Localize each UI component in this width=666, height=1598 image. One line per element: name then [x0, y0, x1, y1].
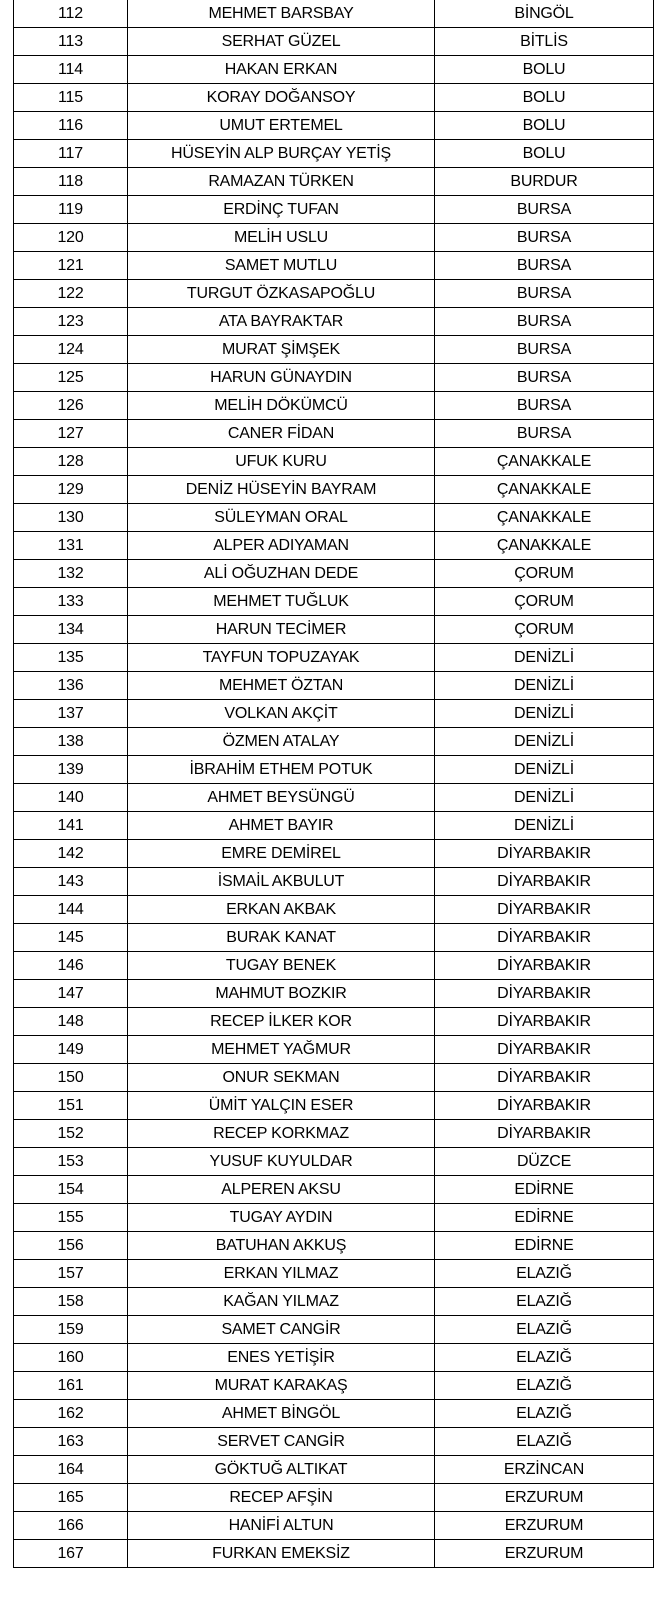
name-cell: İSMAİL AKBULUT: [128, 868, 435, 896]
table-row: [14, 420, 654, 448]
table-row: [14, 196, 654, 224]
name-cell: DENİZ HÜSEYİN BAYRAM: [128, 476, 435, 504]
table-row: [14, 1484, 654, 1512]
table-row: [14, 616, 654, 644]
name-cell: MEHMET ÖZTAN: [128, 672, 435, 700]
table-row: [14, 0, 654, 28]
city-cell: DENİZLİ: [435, 756, 654, 784]
name-cell: ÖZMEN ATALAY: [128, 728, 435, 756]
city-cell: EDİRNE: [435, 1232, 654, 1260]
row-number-cell: 127: [14, 420, 128, 448]
row-number-cell: 152: [14, 1120, 128, 1148]
name-cell: RECEP KORKMAZ: [128, 1120, 435, 1148]
city-cell: DİYARBAKIR: [435, 1092, 654, 1120]
city-cell: ÇANAKKALE: [435, 476, 654, 504]
name-cell: SAMET CANGİR: [128, 1316, 435, 1344]
name-cell: SÜLEYMAN ORAL: [128, 504, 435, 532]
name-cell: HÜSEYİN ALP BURÇAY YETİŞ: [128, 140, 435, 168]
row-number-cell: 123: [14, 308, 128, 336]
row-number-cell: 134: [14, 616, 128, 644]
row-number-cell: 132: [14, 560, 128, 588]
name-cell: ALİ OĞUZHAN DEDE: [128, 560, 435, 588]
city-cell: ELAZIĞ: [435, 1344, 654, 1372]
city-cell: BOLU: [435, 140, 654, 168]
city-cell: DENİZLİ: [435, 728, 654, 756]
name-cell: ERDİNÇ TUFAN: [128, 196, 435, 224]
table-row: [14, 896, 654, 924]
row-number-cell: 160: [14, 1344, 128, 1372]
city-cell: ELAZIĞ: [435, 1400, 654, 1428]
table-row: [14, 252, 654, 280]
table-row: [14, 1260, 654, 1288]
city-cell: ÇORUM: [435, 616, 654, 644]
row-number-cell: 162: [14, 1400, 128, 1428]
table-row: [14, 364, 654, 392]
name-cell: EMRE DEMİREL: [128, 840, 435, 868]
name-cell: GÖKTUĞ ALTIKAT: [128, 1456, 435, 1484]
city-cell: DENİZLİ: [435, 672, 654, 700]
name-cell: TUGAY AYDIN: [128, 1204, 435, 1232]
city-cell: ELAZIĞ: [435, 1260, 654, 1288]
city-cell: DENİZLİ: [435, 812, 654, 840]
city-cell: BURSA: [435, 336, 654, 364]
row-number-cell: 154: [14, 1176, 128, 1204]
table-row: [14, 504, 654, 532]
name-cell: MAHMUT BOZKIR: [128, 980, 435, 1008]
city-cell: DÜZCE: [435, 1148, 654, 1176]
name-cell: CANER FİDAN: [128, 420, 435, 448]
table-row: [14, 168, 654, 196]
name-cell: İBRAHİM ETHEM POTUK: [128, 756, 435, 784]
row-number-cell: 167: [14, 1540, 128, 1568]
row-number-cell: 139: [14, 756, 128, 784]
table-row: [14, 532, 654, 560]
table-row: [14, 980, 654, 1008]
table-row: [14, 1456, 654, 1484]
name-cell: UFUK KURU: [128, 448, 435, 476]
city-cell: ELAZIĞ: [435, 1428, 654, 1456]
city-cell: BURSA: [435, 196, 654, 224]
row-number-cell: 128: [14, 448, 128, 476]
row-number-cell: 119: [14, 196, 128, 224]
table-row: [14, 924, 654, 952]
city-cell: DİYARBAKIR: [435, 1120, 654, 1148]
row-number-cell: 141: [14, 812, 128, 840]
name-cell: AHMET BEYSÜNGÜ: [128, 784, 435, 812]
table-row: [14, 336, 654, 364]
table-row: [14, 812, 654, 840]
table-row: [14, 1400, 654, 1428]
table-row: [14, 1428, 654, 1456]
name-cell: ALPEREN AKSU: [128, 1176, 435, 1204]
table-row: [14, 560, 654, 588]
table-row: [14, 1064, 654, 1092]
name-cell: HARUN GÜNAYDIN: [128, 364, 435, 392]
name-cell: TUGAY BENEK: [128, 952, 435, 980]
table-row: [14, 1036, 654, 1064]
row-number-cell: 137: [14, 700, 128, 728]
table-row: [14, 56, 654, 84]
name-cell: ONUR SEKMAN: [128, 1064, 435, 1092]
city-cell: BURSA: [435, 252, 654, 280]
participant-table: [13, 0, 654, 1568]
name-cell: HANİFİ ALTUN: [128, 1512, 435, 1540]
name-cell: ALPER ADIYAMAN: [128, 532, 435, 560]
row-number-cell: 163: [14, 1428, 128, 1456]
city-cell: BURSA: [435, 280, 654, 308]
city-cell: ÇANAKKALE: [435, 532, 654, 560]
city-cell: BURSA: [435, 420, 654, 448]
table-row: [14, 476, 654, 504]
row-number-cell: 140: [14, 784, 128, 812]
city-cell: BURSA: [435, 392, 654, 420]
city-cell: EDİRNE: [435, 1204, 654, 1232]
city-cell: BİTLİS: [435, 28, 654, 56]
city-cell: DENİZLİ: [435, 784, 654, 812]
city-cell: BİNGÖL: [435, 0, 654, 28]
row-number-cell: 115: [14, 84, 128, 112]
name-cell: SERVET CANGİR: [128, 1428, 435, 1456]
table-row: [14, 756, 654, 784]
row-number-cell: 159: [14, 1316, 128, 1344]
city-cell: BOLU: [435, 112, 654, 140]
city-cell: BOLU: [435, 84, 654, 112]
table-row: [14, 308, 654, 336]
table-row: [14, 1008, 654, 1036]
city-cell: DİYARBAKIR: [435, 1008, 654, 1036]
row-number-cell: 158: [14, 1288, 128, 1316]
row-number-cell: 166: [14, 1512, 128, 1540]
city-cell: ERZİNCAN: [435, 1456, 654, 1484]
row-number-cell: 133: [14, 588, 128, 616]
name-cell: SAMET MUTLU: [128, 252, 435, 280]
row-number-cell: 113: [14, 28, 128, 56]
name-cell: VOLKAN AKÇİT: [128, 700, 435, 728]
name-cell: ERKAN AKBAK: [128, 896, 435, 924]
name-cell: AHMET BAYIR: [128, 812, 435, 840]
row-number-cell: 164: [14, 1456, 128, 1484]
row-number-cell: 157: [14, 1260, 128, 1288]
name-cell: HARUN TECİMER: [128, 616, 435, 644]
name-cell: FURKAN EMEKSİZ: [128, 1540, 435, 1568]
row-number-cell: 151: [14, 1092, 128, 1120]
row-number-cell: 122: [14, 280, 128, 308]
row-number-cell: 136: [14, 672, 128, 700]
city-cell: DENİZLİ: [435, 700, 654, 728]
name-cell: MURAT ŞİMŞEK: [128, 336, 435, 364]
name-cell: TURGUT ÖZKASAPOĞLU: [128, 280, 435, 308]
name-cell: RECEP AFŞİN: [128, 1484, 435, 1512]
row-number-cell: 117: [14, 140, 128, 168]
table-row: [14, 392, 654, 420]
name-cell: ATA BAYRAKTAR: [128, 308, 435, 336]
table-row: [14, 1540, 654, 1568]
table-row: [14, 280, 654, 308]
row-number-cell: 120: [14, 224, 128, 252]
row-number-cell: 144: [14, 896, 128, 924]
name-cell: ERKAN YILMAZ: [128, 1260, 435, 1288]
table-row: [14, 224, 654, 252]
table-row: [14, 112, 654, 140]
name-cell: ÜMİT YALÇIN ESER: [128, 1092, 435, 1120]
table-row: [14, 1316, 654, 1344]
name-cell: MELİH USLU: [128, 224, 435, 252]
table-row: [14, 868, 654, 896]
row-number-cell: 131: [14, 532, 128, 560]
city-cell: DİYARBAKIR: [435, 952, 654, 980]
name-cell: AHMET BİNGÖL: [128, 1400, 435, 1428]
row-number-cell: 125: [14, 364, 128, 392]
row-number-cell: 118: [14, 168, 128, 196]
table-row: [14, 1372, 654, 1400]
table-row: [14, 1092, 654, 1120]
table-row: [14, 700, 654, 728]
name-cell: RECEP İLKER KOR: [128, 1008, 435, 1036]
name-cell: KORAY DOĞANSOY: [128, 84, 435, 112]
name-cell: TAYFUN TOPUZAYAK: [128, 644, 435, 672]
city-cell: ERZURUM: [435, 1540, 654, 1568]
row-number-cell: 165: [14, 1484, 128, 1512]
table-row: [14, 1344, 654, 1372]
row-number-cell: 142: [14, 840, 128, 868]
name-cell: YUSUF KUYULDAR: [128, 1148, 435, 1176]
name-cell: MURAT KARAKAŞ: [128, 1372, 435, 1400]
row-number-cell: 116: [14, 112, 128, 140]
name-cell: MEHMET YAĞMUR: [128, 1036, 435, 1064]
table-body: [14, 0, 654, 1568]
name-cell: SERHAT GÜZEL: [128, 28, 435, 56]
row-number-cell: 147: [14, 980, 128, 1008]
name-cell: RAMAZAN TÜRKEN: [128, 168, 435, 196]
table-row: [14, 728, 654, 756]
city-cell: BURDUR: [435, 168, 654, 196]
row-number-cell: 112: [14, 0, 128, 28]
row-number-cell: 146: [14, 952, 128, 980]
table-row: [14, 1512, 654, 1540]
table-row: [14, 588, 654, 616]
table-row: [14, 1176, 654, 1204]
city-cell: ERZURUM: [435, 1512, 654, 1540]
name-cell: BATUHAN AKKUŞ: [128, 1232, 435, 1260]
table-row: [14, 1288, 654, 1316]
table-row: [14, 784, 654, 812]
city-cell: EDİRNE: [435, 1176, 654, 1204]
name-cell: KAĞAN YILMAZ: [128, 1288, 435, 1316]
row-number-cell: 130: [14, 504, 128, 532]
city-cell: DİYARBAKIR: [435, 1036, 654, 1064]
table-row: [14, 1204, 654, 1232]
name-cell: MEHMET BARSBAY: [128, 0, 435, 28]
table-row: [14, 1232, 654, 1260]
name-cell: MELİH DÖKÜMCÜ: [128, 392, 435, 420]
row-number-cell: 143: [14, 868, 128, 896]
city-cell: DENİZLİ: [435, 644, 654, 672]
city-cell: ÇORUM: [435, 560, 654, 588]
row-number-cell: 129: [14, 476, 128, 504]
city-cell: ÇANAKKALE: [435, 504, 654, 532]
city-cell: BURSA: [435, 224, 654, 252]
row-number-cell: 155: [14, 1204, 128, 1232]
row-number-cell: 149: [14, 1036, 128, 1064]
name-cell: BURAK KANAT: [128, 924, 435, 952]
table-row: [14, 448, 654, 476]
table-row: [14, 644, 654, 672]
row-number-cell: 161: [14, 1372, 128, 1400]
name-cell: UMUT ERTEMEL: [128, 112, 435, 140]
city-cell: DİYARBAKIR: [435, 980, 654, 1008]
row-number-cell: 150: [14, 1064, 128, 1092]
city-cell: BURSA: [435, 308, 654, 336]
city-cell: DİYARBAKIR: [435, 868, 654, 896]
table-row: [14, 952, 654, 980]
document-sheet: [13, 0, 653, 1568]
city-cell: ERZURUM: [435, 1484, 654, 1512]
table-row: [14, 84, 654, 112]
table-row: [14, 672, 654, 700]
city-cell: DİYARBAKIR: [435, 840, 654, 868]
table-row: [14, 1148, 654, 1176]
row-number-cell: 156: [14, 1232, 128, 1260]
name-cell: HAKAN ERKAN: [128, 56, 435, 84]
city-cell: ELAZIĞ: [435, 1288, 654, 1316]
city-cell: DİYARBAKIR: [435, 924, 654, 952]
row-number-cell: 126: [14, 392, 128, 420]
name-cell: MEHMET TUĞLUK: [128, 588, 435, 616]
city-cell: BOLU: [435, 56, 654, 84]
row-number-cell: 153: [14, 1148, 128, 1176]
city-cell: ÇANAKKALE: [435, 448, 654, 476]
row-number-cell: 135: [14, 644, 128, 672]
name-cell: ENES YETİŞİR: [128, 1344, 435, 1372]
city-cell: DİYARBAKIR: [435, 1064, 654, 1092]
city-cell: ÇORUM: [435, 588, 654, 616]
city-cell: ELAZIĞ: [435, 1316, 654, 1344]
city-cell: DİYARBAKIR: [435, 896, 654, 924]
row-number-cell: 148: [14, 1008, 128, 1036]
row-number-cell: 138: [14, 728, 128, 756]
table-row: [14, 1120, 654, 1148]
table-row: [14, 28, 654, 56]
row-number-cell: 124: [14, 336, 128, 364]
city-cell: BURSA: [435, 364, 654, 392]
row-number-cell: 114: [14, 56, 128, 84]
city-cell: ELAZIĞ: [435, 1372, 654, 1400]
row-number-cell: 121: [14, 252, 128, 280]
row-number-cell: 145: [14, 924, 128, 952]
table-row: [14, 140, 654, 168]
table-row: [14, 840, 654, 868]
